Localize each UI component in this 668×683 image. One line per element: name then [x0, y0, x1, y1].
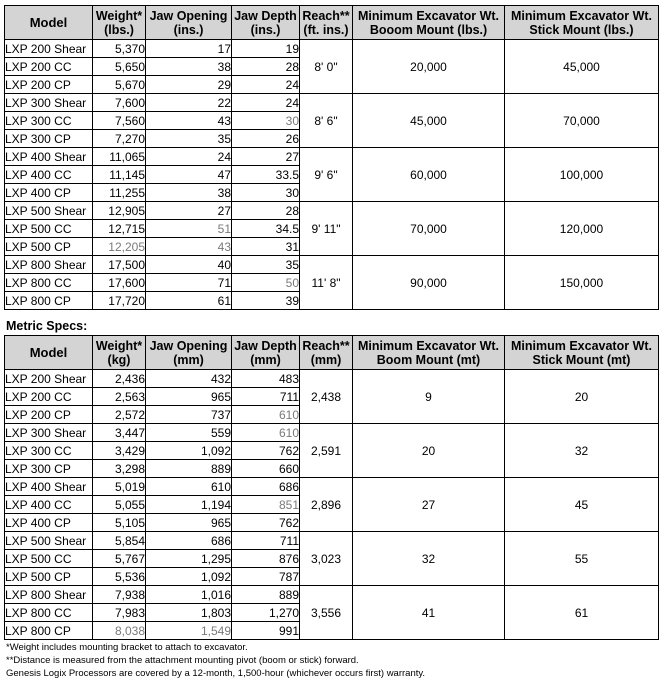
weight-cell: 7,983	[93, 604, 146, 622]
jaw-open-cell: 29	[146, 76, 232, 94]
metric-specs-heading: Metric Specs:	[6, 319, 88, 333]
boom-mount-cell: 45,000	[353, 94, 505, 148]
jaw-depth-cell: 610	[232, 406, 300, 424]
model-cell: LXP 200 CP	[5, 76, 93, 94]
jaw-depth-cell: 33.5	[232, 166, 300, 184]
model-cell: LXP 500 CC	[5, 550, 93, 568]
jaw-open-cell: 1,016	[146, 586, 232, 604]
weight-cell: 3,298	[93, 460, 146, 478]
weight-cell: 3,429	[93, 442, 146, 460]
jaw-open-cell: 1,549	[146, 622, 232, 640]
column-header: Reach** (mm)	[300, 336, 353, 370]
model-cell: LXP 800 CC	[5, 604, 93, 622]
model-cell: LXP 500 Shear	[5, 202, 93, 220]
weight-cell: 7,270	[93, 130, 146, 148]
weight-cell: 11,255	[93, 184, 146, 202]
reach-cell: 9' 11"	[300, 202, 353, 256]
boom-mount-cell: 60,000	[353, 148, 505, 202]
model-cell: LXP 300 CP	[5, 130, 93, 148]
weight-cell: 5,650	[93, 58, 146, 76]
model-cell: LXP 400 Shear	[5, 148, 93, 166]
model-cell: LXP 400 CP	[5, 514, 93, 532]
metric-specs-table	[4, 335, 659, 640]
stick-mount-cell: 70,000	[505, 94, 659, 148]
jaw-depth-cell: 483	[232, 370, 300, 388]
jaw-depth-cell: 30	[232, 184, 300, 202]
table-row	[5, 478, 659, 496]
jaw-depth-cell: 50	[232, 274, 300, 292]
weight-cell: 5,767	[93, 550, 146, 568]
weight-cell: 5,854	[93, 532, 146, 550]
jaw-open-cell: 1,092	[146, 442, 232, 460]
jaw-open-cell: 38	[146, 184, 232, 202]
jaw-open-cell: 24	[146, 148, 232, 166]
weight-cell: 2,436	[93, 370, 146, 388]
model-cell: LXP 300 CC	[5, 442, 93, 460]
boom-mount-cell: 32	[353, 532, 505, 586]
jaw-open-cell: 559	[146, 424, 232, 442]
jaw-depth-cell: 686	[232, 478, 300, 496]
model-cell: LXP 400 CC	[5, 166, 93, 184]
table-row	[5, 148, 659, 166]
jaw-open-cell: 737	[146, 406, 232, 424]
column-header: Model	[5, 336, 93, 370]
stick-mount-cell: 150,000	[505, 256, 659, 310]
jaw-depth-cell: 762	[232, 442, 300, 460]
model-cell: LXP 400 Shear	[5, 478, 93, 496]
weight-cell: 11,065	[93, 148, 146, 166]
reach-cell: 2,591	[300, 424, 353, 478]
jaw-open-cell: 610	[146, 478, 232, 496]
boom-mount-cell: 20,000	[353, 40, 505, 94]
table-row	[5, 202, 659, 220]
jaw-depth-cell: 660	[232, 460, 300, 478]
weight-cell: 2,572	[93, 406, 146, 424]
weight-cell: 2,563	[93, 388, 146, 406]
jaw-depth-cell: 31	[232, 238, 300, 256]
jaw-open-cell: 1,295	[146, 550, 232, 568]
footnote-weight: *Weight includes mounting bracket to attach to excavator.	[6, 642, 248, 653]
model-cell: LXP 200 Shear	[5, 370, 93, 388]
jaw-depth-cell: 27	[232, 148, 300, 166]
weight-cell: 17,600	[93, 274, 146, 292]
model-cell: LXP 500 CC	[5, 220, 93, 238]
weight-cell: 5,536	[93, 568, 146, 586]
header-row	[5, 6, 659, 40]
model-cell: LXP 500 CP	[5, 568, 93, 586]
jaw-open-cell: 38	[146, 58, 232, 76]
header-row	[5, 336, 659, 370]
model-cell: LXP 800 Shear	[5, 256, 93, 274]
weight-cell: 5,105	[93, 514, 146, 532]
stick-mount-cell: 32	[505, 424, 659, 478]
jaw-depth-cell: 711	[232, 532, 300, 550]
stick-mount-cell: 120,000	[505, 202, 659, 256]
jaw-depth-cell: 1,270	[232, 604, 300, 622]
jaw-open-cell: 1,194	[146, 496, 232, 514]
table-row	[5, 586, 659, 604]
jaw-open-cell: 35	[146, 130, 232, 148]
jaw-depth-cell: 30	[232, 112, 300, 130]
weight-cell: 17,720	[93, 292, 146, 310]
boom-mount-cell: 9	[353, 370, 505, 424]
table-row	[5, 256, 659, 274]
model-cell: LXP 200 CC	[5, 388, 93, 406]
model-cell: LXP 400 CC	[5, 496, 93, 514]
weight-cell: 11,145	[93, 166, 146, 184]
jaw-open-cell: 965	[146, 388, 232, 406]
model-cell: LXP 800 CC	[5, 274, 93, 292]
model-cell: LXP 400 CP	[5, 184, 93, 202]
jaw-open-cell: 1,803	[146, 604, 232, 622]
weight-cell: 5,055	[93, 496, 146, 514]
weight-cell: 7,560	[93, 112, 146, 130]
weight-cell: 12,715	[93, 220, 146, 238]
jaw-open-cell: 686	[146, 532, 232, 550]
jaw-depth-cell: 991	[232, 622, 300, 640]
jaw-depth-cell: 889	[232, 586, 300, 604]
weight-cell: 12,205	[93, 238, 146, 256]
stick-mount-cell: 20	[505, 370, 659, 424]
weight-cell: 7,938	[93, 586, 146, 604]
jaw-open-cell: 889	[146, 460, 232, 478]
column-header: Weight* (kg)	[93, 336, 146, 370]
jaw-open-cell: 71	[146, 274, 232, 292]
boom-mount-cell: 70,000	[353, 202, 505, 256]
column-header: Jaw Depth (mm)	[232, 336, 300, 370]
column-header: Jaw Depth (ins.)	[232, 6, 300, 40]
model-cell: LXP 500 CP	[5, 238, 93, 256]
jaw-open-cell: 47	[146, 166, 232, 184]
weight-cell: 17,500	[93, 256, 146, 274]
jaw-open-cell: 22	[146, 94, 232, 112]
boom-mount-cell: 41	[353, 586, 505, 640]
table-row	[5, 370, 659, 388]
jaw-depth-cell: 711	[232, 388, 300, 406]
jaw-depth-cell: 851	[232, 496, 300, 514]
column-header: Weight* (lbs.)	[93, 6, 146, 40]
model-cell: LXP 300 CC	[5, 112, 93, 130]
column-header: Jaw Opening (ins.)	[146, 6, 232, 40]
jaw-depth-cell: 19	[232, 40, 300, 58]
footnote-warranty: Genesis Logix Processors are covered by a 12-month, 1,500-hour (whichever occurs first) warranty.	[6, 668, 426, 679]
jaw-open-cell: 43	[146, 238, 232, 256]
column-header: Model	[5, 6, 93, 40]
weight-cell: 8,038	[93, 622, 146, 640]
jaw-open-cell: 43	[146, 112, 232, 130]
model-cell: LXP 500 Shear	[5, 532, 93, 550]
model-cell: LXP 200 Shear	[5, 40, 93, 58]
table-row	[5, 40, 659, 58]
footnote-reach: **Distance is measured from the attachment mounting pivot (boom or stick) forward.	[6, 655, 359, 666]
weight-cell: 5,670	[93, 76, 146, 94]
reach-cell: 11' 8"	[300, 256, 353, 310]
jaw-open-cell: 17	[146, 40, 232, 58]
column-header: Minimum Excavator Wt. Stick Mount (mt)	[505, 336, 659, 370]
jaw-open-cell: 61	[146, 292, 232, 310]
jaw-depth-cell: 28	[232, 58, 300, 76]
jaw-open-cell: 40	[146, 256, 232, 274]
jaw-depth-cell: 24	[232, 94, 300, 112]
model-cell: LXP 200 CP	[5, 406, 93, 424]
weight-cell: 5,370	[93, 40, 146, 58]
reach-cell: 2,438	[300, 370, 353, 424]
boom-mount-cell: 27	[353, 478, 505, 532]
imperial-specs-table	[4, 5, 659, 310]
model-cell: LXP 300 Shear	[5, 94, 93, 112]
boom-mount-cell: 20	[353, 424, 505, 478]
reach-cell: 8' 0"	[300, 40, 353, 94]
reach-cell: 3,023	[300, 532, 353, 586]
jaw-depth-cell: 39	[232, 292, 300, 310]
jaw-depth-cell: 34.5	[232, 220, 300, 238]
model-cell: LXP 800 CP	[5, 622, 93, 640]
weight-cell: 7,600	[93, 94, 146, 112]
weight-cell: 5,019	[93, 478, 146, 496]
jaw-open-cell: 1,092	[146, 568, 232, 586]
jaw-depth-cell: 24	[232, 76, 300, 94]
column-header: Jaw Opening (mm)	[146, 336, 232, 370]
model-cell: LXP 800 Shear	[5, 586, 93, 604]
column-header: Minimum Excavator Wt. Booom Mount (lbs.)	[353, 6, 505, 40]
jaw-depth-cell: 28	[232, 202, 300, 220]
stick-mount-cell: 45,000	[505, 40, 659, 94]
jaw-open-cell: 51	[146, 220, 232, 238]
jaw-depth-cell: 876	[232, 550, 300, 568]
reach-cell: 3,556	[300, 586, 353, 640]
column-header: Minimum Excavator Wt. Boom Mount (mt)	[353, 336, 505, 370]
boom-mount-cell: 90,000	[353, 256, 505, 310]
weight-cell: 12,905	[93, 202, 146, 220]
reach-cell: 2,896	[300, 478, 353, 532]
jaw-depth-cell: 610	[232, 424, 300, 442]
table-row	[5, 94, 659, 112]
model-cell: LXP 300 Shear	[5, 424, 93, 442]
jaw-open-cell: 965	[146, 514, 232, 532]
jaw-open-cell: 27	[146, 202, 232, 220]
column-header: Reach** (ft. ins.)	[300, 6, 353, 40]
reach-cell: 8' 6"	[300, 94, 353, 148]
table-row	[5, 532, 659, 550]
column-header: Minimum Excavator Wt. Stick Mount (lbs.)	[505, 6, 659, 40]
model-cell: LXP 200 CC	[5, 58, 93, 76]
jaw-depth-cell: 787	[232, 568, 300, 586]
model-cell: LXP 300 CP	[5, 460, 93, 478]
stick-mount-cell: 100,000	[505, 148, 659, 202]
stick-mount-cell: 61	[505, 586, 659, 640]
stick-mount-cell: 55	[505, 532, 659, 586]
weight-cell: 3,447	[93, 424, 146, 442]
stick-mount-cell: 45	[505, 478, 659, 532]
footnotes	[6, 641, 425, 680]
jaw-open-cell: 432	[146, 370, 232, 388]
jaw-depth-cell: 762	[232, 514, 300, 532]
jaw-depth-cell: 26	[232, 130, 300, 148]
jaw-depth-cell: 35	[232, 256, 300, 274]
model-cell: LXP 800 CP	[5, 292, 93, 310]
reach-cell: 9' 6"	[300, 148, 353, 202]
table-row	[5, 424, 659, 442]
